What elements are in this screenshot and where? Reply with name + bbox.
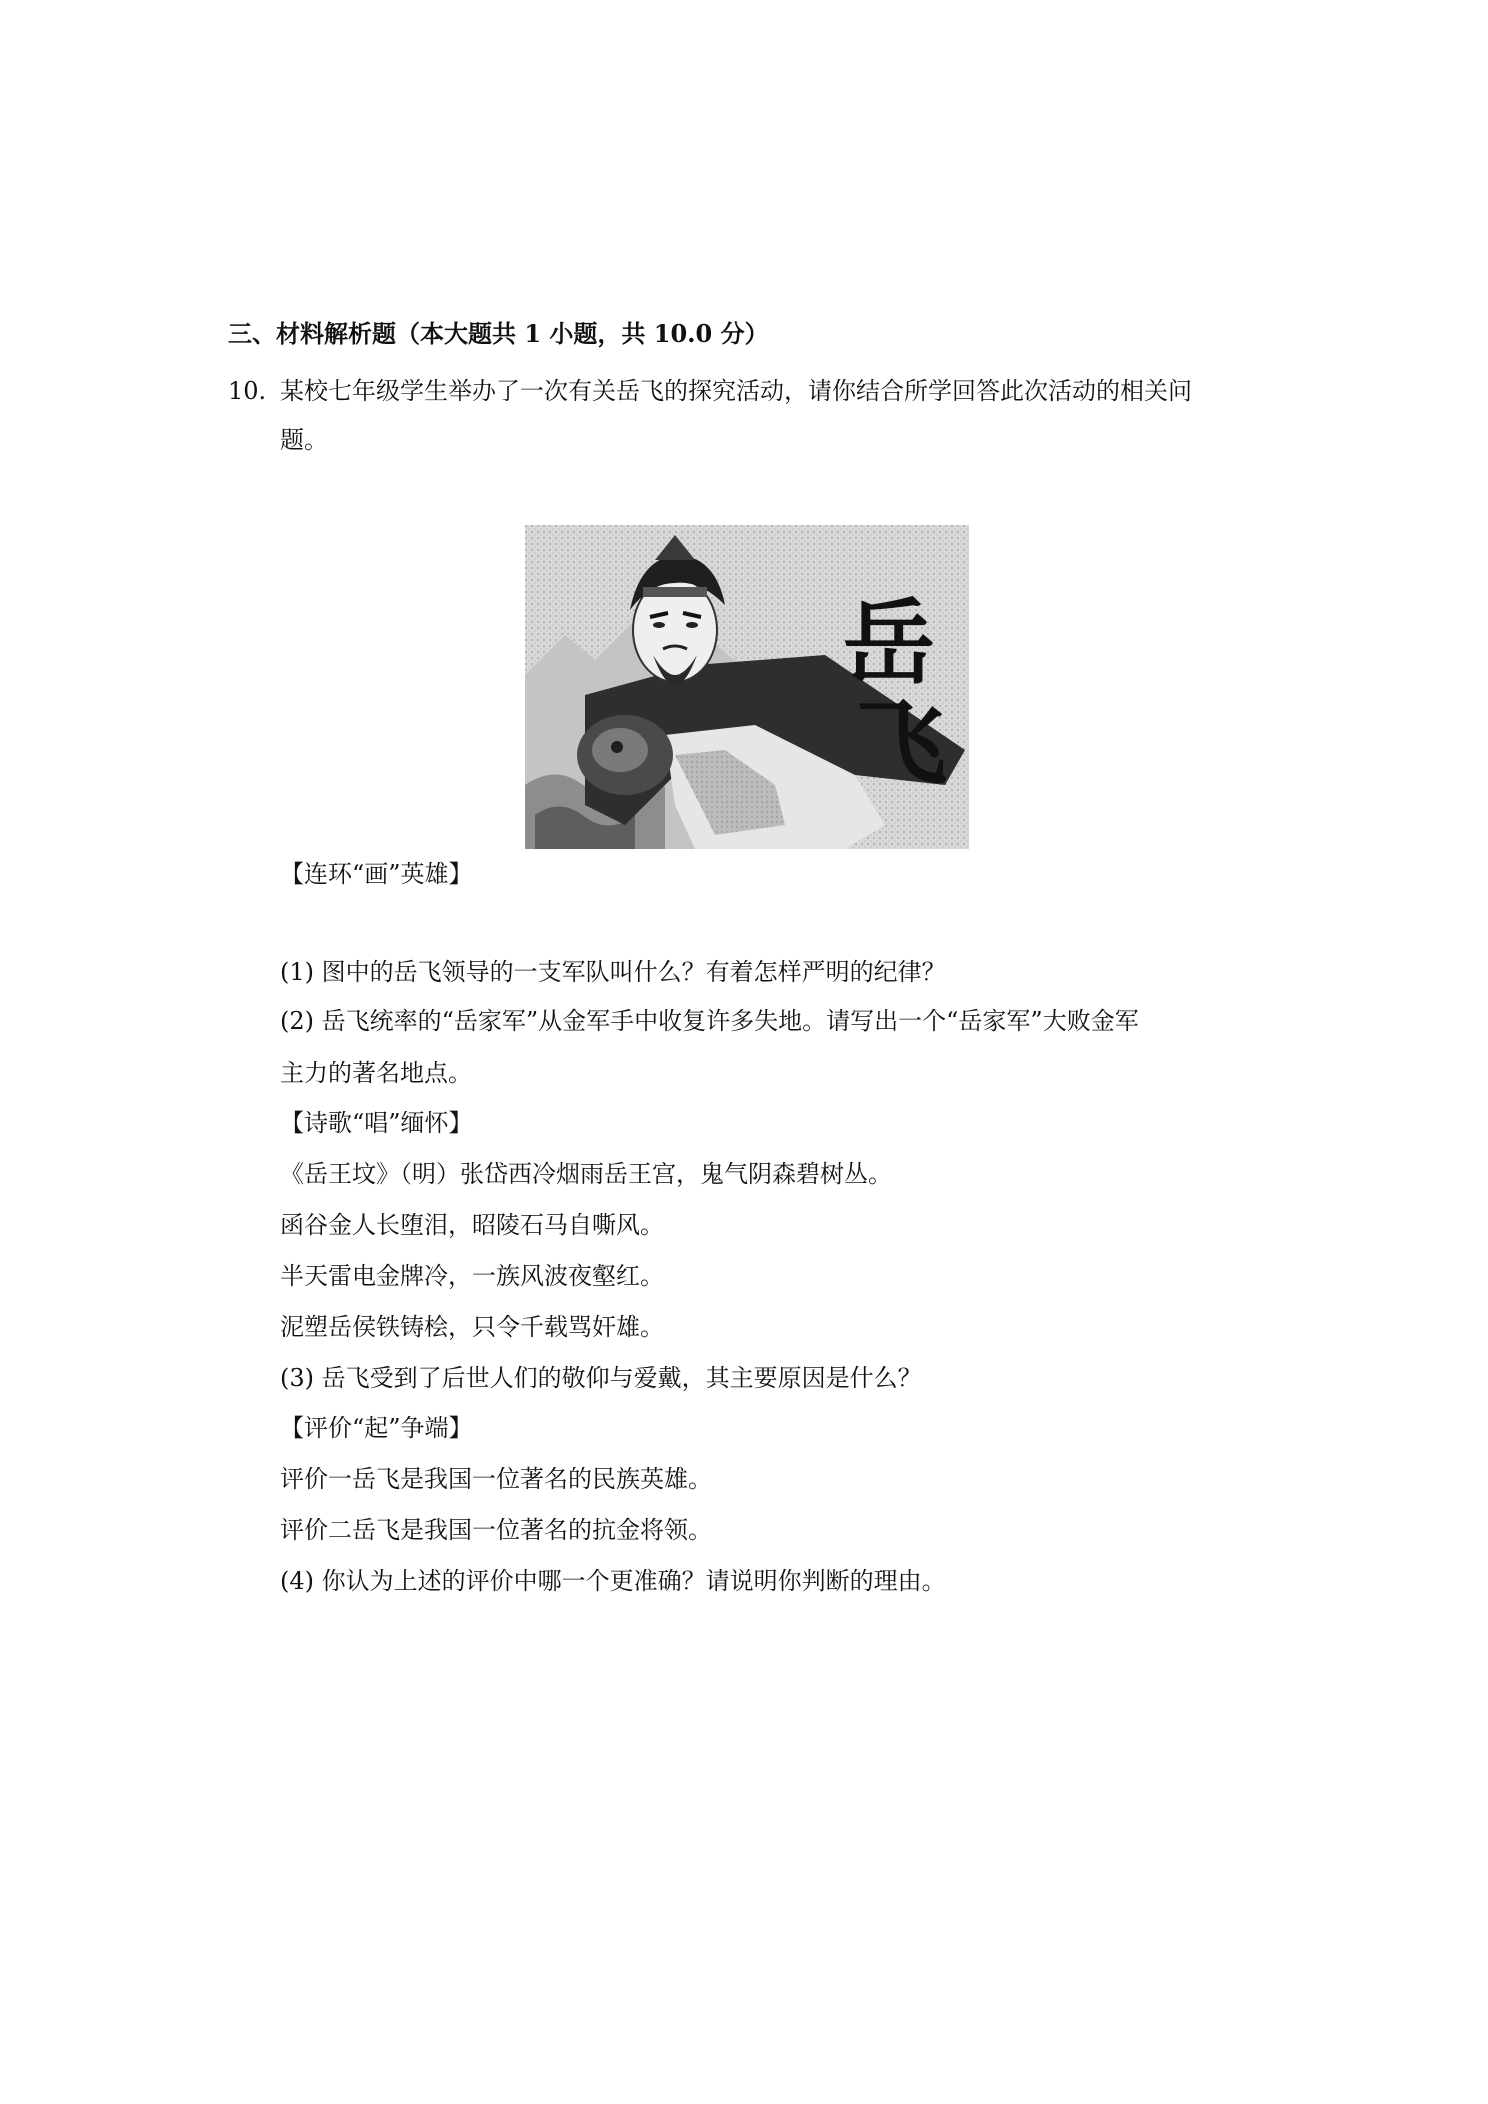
part1-heading: 【连环“画”英雄】 [280,860,473,888]
section-title: 三、材料解析题（本大题共 1 小题，共 10.0 分） [228,319,769,348]
evaluation-2: 评价二岳飞是我国一位著名的抗金将领。 [280,1516,712,1544]
question-number: 10. [228,377,267,405]
figure-char-yue: 岳 [843,590,936,697]
question-stem-line1: 某校七年级学生举办了一次有关岳飞的探究活动，请你结合所学回答此次活动的相关问 [280,377,1192,405]
poem-line-1: 《岳王坟》（明）张岱西冷烟雨岳王宫，鬼气阴森碧树丛。 [280,1160,892,1188]
part3-heading: 【评价“起”争端】 [280,1414,473,1442]
poem-line-4: 泥塑岳侯铁铸桧，只令千载骂奸雄。 [280,1313,664,1341]
yue-fei-drawing [525,525,969,849]
poem-line-3: 半天雷电金牌冷，一族风波夜壑红。 [280,1262,664,1290]
evaluation-1: 评价一岳飞是我国一位著名的民族英雄。 [280,1465,712,1493]
yue-fei-illustration [525,525,969,849]
sub-question-2-line2: 主力的著名地点。 [280,1059,472,1087]
sub-question-1: (1) 图中的岳飞领导的一支军队叫什么？有着怎样严明的纪律？ [280,958,946,986]
poem-line-2: 函谷金人长堕泪，昭陵石马自嘶风。 [280,1211,664,1239]
sub-question-3: (3) 岳飞受到了后世人们的敬仰与爱戴，其主要原因是什么？ [280,1364,922,1392]
sub-question-2-line1: (2) 岳飞统率的“岳家军”从金军手中收复许多失地。请写出一个“岳家军”大败金军 [280,1007,1139,1035]
part2-heading: 【诗歌“唱”缅怀】 [280,1109,473,1137]
sub-question-4: (4) 你认为上述的评价中哪一个更准确？请说明你判断的理由。 [280,1567,946,1595]
question-stem-line2: 题。 [280,426,328,454]
figure-char-fei: 飞 [855,690,948,797]
